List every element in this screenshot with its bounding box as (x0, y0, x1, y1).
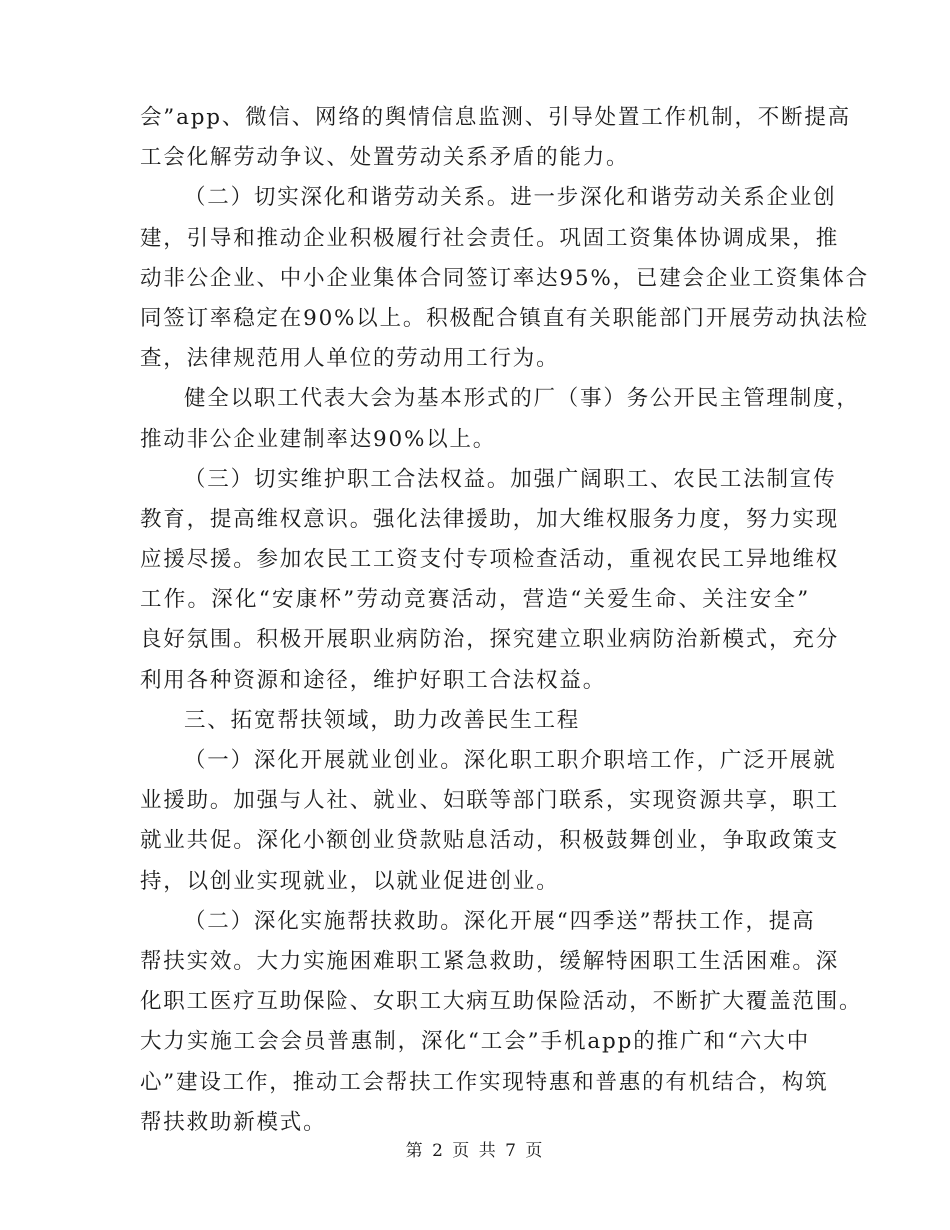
text-line: 良好氛围。积极开展职业病防治，探究建立职业病防治新模式，充分 (140, 627, 840, 653)
section-heading: 三、拓宽帮扶领域，助力改善民生工程 (184, 707, 581, 733)
text-line: 动非公企业、中小企业集体合同签订率达95%，已建会企业工资集体合 (140, 265, 869, 291)
text-line: 业援助。加强与人社、就业、妇联等部门联系，实现资源共享，职工 (140, 788, 840, 814)
text-line: 健全以职工代表大会为基本形式的厂（事）务公开民主管理制度， (184, 386, 860, 412)
text-line: 持，以创业实现就业，以就业促进创业。 (140, 868, 560, 894)
page-number: 第 2 页 共 7 页 (405, 1141, 545, 1161)
text-line: （三）切实维护职工合法权益。加强广阔职工、农民工法制宣传 (184, 466, 837, 492)
text-line: （二）深化实施帮扶救助。深化开展“四季送”帮扶工作，提高 (184, 908, 816, 934)
text-line: 化职工医疗互助保险、女职工大病互助保险活动，不断扩大覆盖范围。 (140, 989, 863, 1015)
text-line: 应援尽援。参加农民工工资支付专项检查活动，重视农民工异地维权 (140, 547, 840, 573)
text-line: 就业共促。深化小额创业贷款贴息活动，积极鼓舞创业，争取政策支 (140, 828, 840, 854)
text-line: 同签订率稳定在90%以上。积极配合镇直有关职能部门开展劳动执法检 (140, 305, 869, 331)
text-line: 查，法律规范用人单位的劳动用工行为。 (140, 346, 560, 372)
text-line: 工作。深化“安康杯”劳动竞赛活动，营造“关爱生命、关注安全” (140, 587, 810, 613)
text-line: （一）深化开展就业创业。深化职工职介职培工作，广泛开展就 (184, 748, 837, 773)
text-line: 工会化解劳动争议、处置劳动关系矛盾的能力。 (140, 145, 630, 171)
document-body (140, 98, 869, 1143)
text-line: 利用各种资源和途径，维护好职工合法权益。 (140, 667, 607, 693)
text-line: 大力实施工会会员普惠制，深化“工会”手机app的推广和“六大中 (140, 1029, 810, 1055)
text-line: （二）切实深化和谐劳动关系。进一步深化和谐劳动关系企业创 (184, 185, 837, 211)
text-line: 教育，提高维权意识。强化法律援助，加大维权服务力度，努力实现 (140, 506, 840, 532)
text-line: 推动非公企业建制率达90%以上。 (140, 426, 497, 452)
text-line: 会”app、微信、网络的舆情信息监测、引导处置工作机制，不断提高 (140, 105, 851, 130)
text-line: 建，引导和推动企业积极履行社会责任。巩固工资集体协调成果，推 (140, 225, 840, 251)
text-line: 帮扶实效。大力实施困难职工紧急救助，缓解特困职工生活困难。深 (140, 948, 840, 974)
text-line: 帮扶救助新模式。 (140, 1109, 327, 1135)
text-line: 心”建设工作，推动工会帮扶工作实现特惠和普惠的有机结合，构筑 (140, 1069, 829, 1095)
